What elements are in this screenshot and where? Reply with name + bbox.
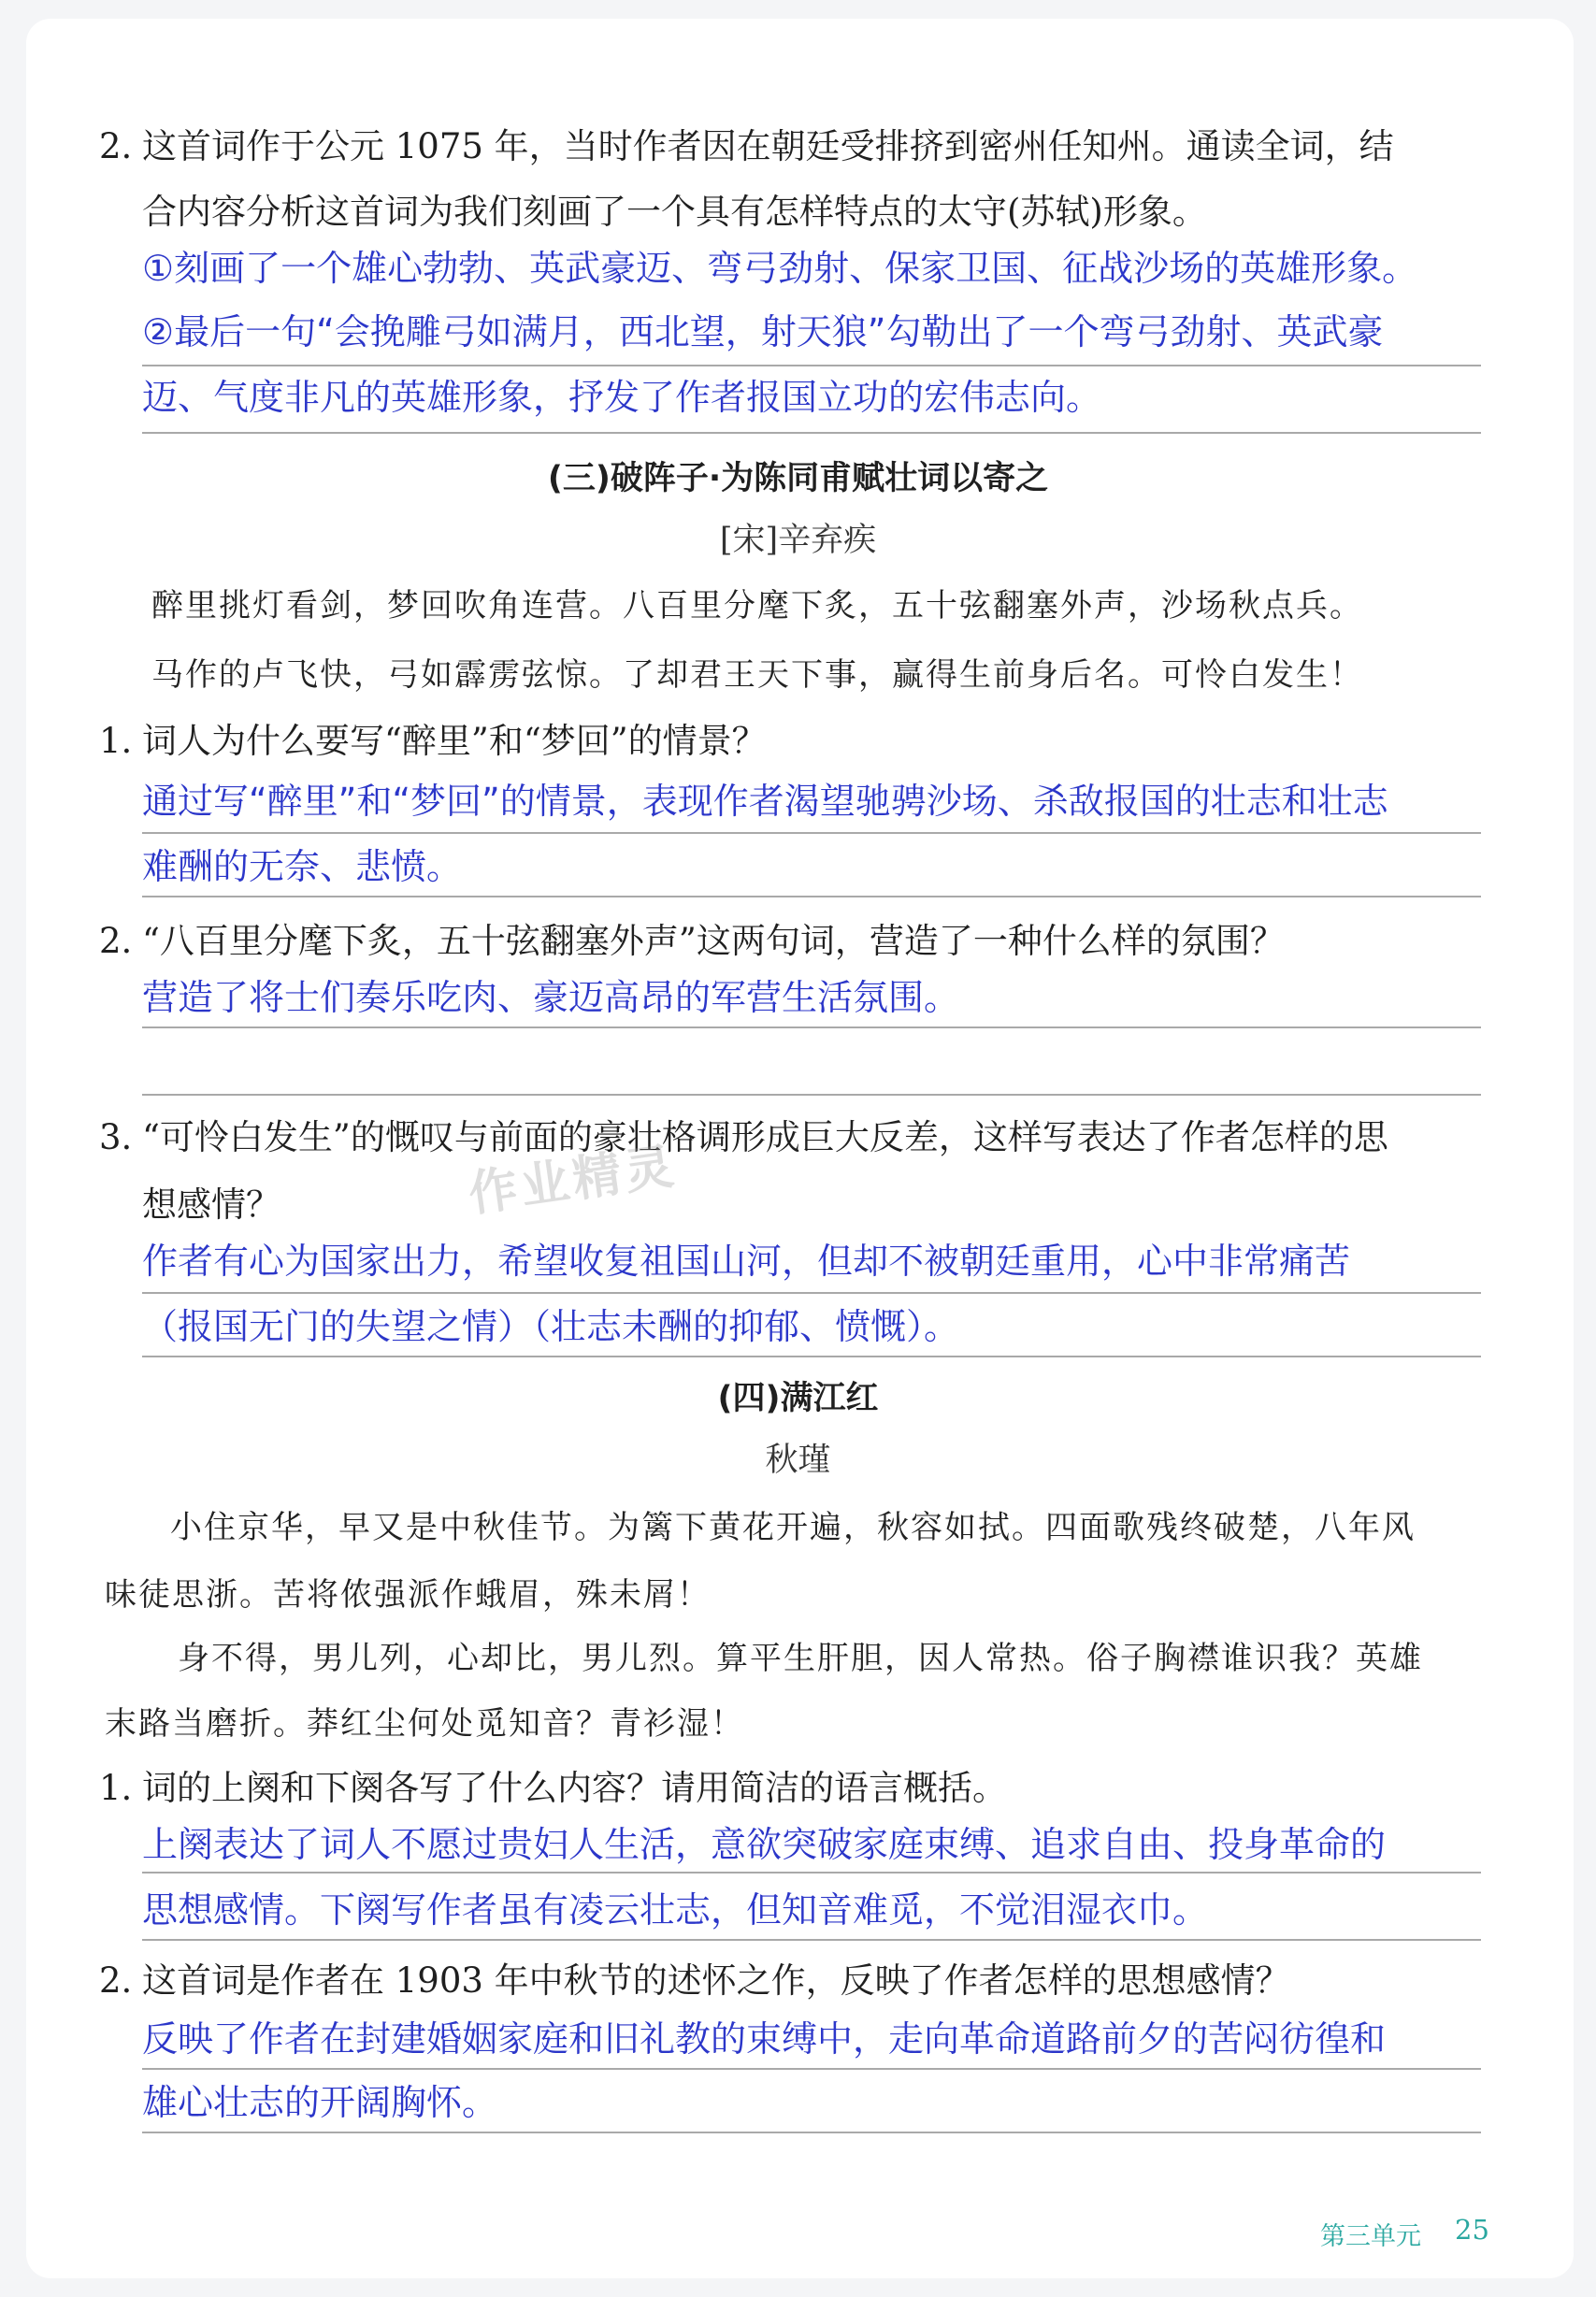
poem-line: 醉里挑灯看剑，梦回吹角连营。八百里分麾下炙，五十弦翻塞外声，沙场秋点兵。 xyxy=(151,587,1363,624)
question-number: 2. xyxy=(99,1960,133,2001)
poem-line: 末路当磨折。莽红尘何处觅知音？青衫湿！ xyxy=(105,1705,744,1743)
question-4-1 xyxy=(99,1767,1007,1810)
answer-rule xyxy=(142,1872,1481,1873)
answer-line: 营造了将士们奏乐吃肉、豪迈高昂的军营生活氛围。 xyxy=(142,977,960,1018)
poem-line: 马作的卢飞快，弓如霹雳弦惊。了却君王天下事，赢得生前身后名。可怜白发生！ xyxy=(151,656,1363,694)
answer-line: 上阕表达了词人不愿过贵妇人生活，意欲突破家庭束缚、追求自由、投身革命的 xyxy=(142,1824,1387,1865)
question-3-1 xyxy=(99,720,767,763)
poem-author: 秋瑾 xyxy=(765,1442,831,1479)
question-number: 1. xyxy=(99,721,133,761)
question-2-1-continued: 合内容分析这首词为我们刻画了一个具有怎样特点的太守(苏轼)形象。 xyxy=(142,192,1207,232)
answer-rule xyxy=(142,1939,1481,1941)
answer-rule xyxy=(142,896,1481,897)
watermark-logo: 作业精灵 xyxy=(465,1138,681,1224)
answer-line: 迈、气度非凡的英雄形象，抒发了作者报国立功的宏伟志向。 xyxy=(142,377,1102,418)
answer-rule xyxy=(142,1026,1481,1028)
poem-line: 小住京华，早又是中秋佳节。为篱下黄花开遍，秋容如拭。四面歌残终破楚，八年风 xyxy=(170,1509,1416,1546)
question-text: 这首词作于公元 1075 年，当时作者因在朝廷受排挤到密州任知州。通读全词，结 xyxy=(142,126,1394,166)
answer-rule xyxy=(142,832,1481,834)
question-text: 词人为什么要写“醉里”和“梦回”的情景？ xyxy=(142,721,767,761)
answer-line: ②最后一句“会挽雕弓如满月，西北望，射天狼”勾勒出了一个弯弓劲射、英武豪 xyxy=(142,311,1384,352)
question-3-3-continued: 想感情？ xyxy=(142,1184,280,1225)
section-title: (三)破阵子·为陈同甫赋壮词以寄之 xyxy=(547,460,1049,497)
answer-rule xyxy=(142,1292,1481,1294)
answer-rule xyxy=(142,1094,1481,1096)
poem-line: 味徒思浙。苦将侬强派作蛾眉，殊未屑！ xyxy=(105,1576,711,1614)
poem-line: 身不得，男儿列，心却比，男儿烈。算平生肝胆，因人常热。俗子胸襟谁识我？英雄 xyxy=(178,1640,1423,1677)
answer-rule xyxy=(142,1356,1481,1357)
page-number: 25 xyxy=(1455,2214,1489,2246)
question-number: 2. xyxy=(99,126,133,166)
answer-rule xyxy=(142,2132,1481,2133)
footer-unit-label: 第三单元 xyxy=(1320,2222,1421,2251)
answer-line: 通过写“醉里”和“梦回”的情景，表现作者渴望驰骋沙场、杀敌报国的壮志和壮志 xyxy=(142,781,1388,822)
question-3-3 xyxy=(99,1116,1388,1159)
answer-line: 难酬的无奈、悲愤。 xyxy=(142,846,463,887)
question-text: 词的上阕和下阕各写了什么内容？请用简洁的语言概括。 xyxy=(142,1768,1007,1808)
question-text: 这首词是作者在 1903 年中秋节的述怀之作，反映了作者怎样的思想感情？ xyxy=(142,1960,1290,2001)
question-text: “可怜白发生”的慨叹与前面的豪壮格调形成巨大反差，这样写表达了作者怎样的思 xyxy=(142,1117,1388,1157)
answer-line: 思想感情。下阕写作者虽有凌云壮志，但知音难觅，不觉泪湿衣巾。 xyxy=(142,1889,1209,1931)
answer-line: 反映了作者在封建婚姻家庭和旧礼教的束缚中，走向革命道路前夕的苦闷彷徨和 xyxy=(142,2018,1387,2060)
question-text: “八百里分麾下炙，五十弦翻塞外声”这两句词，营造了一种什么样的氛围？ xyxy=(142,921,1285,961)
question-number: 1. xyxy=(99,1768,133,1808)
answer-rule xyxy=(142,432,1481,434)
section-title: (四)满江红 xyxy=(717,1380,879,1417)
answer-line: ①刻画了一个雄心勃勃、英武豪迈、弯弓劲射、保家卫国、征战沙场的英雄形象。 xyxy=(142,248,1418,289)
answer-line: （报国无门的失望之情）（壮志未酬的抑郁、愤慨）。 xyxy=(142,1306,960,1347)
question-number: 2. xyxy=(99,921,133,961)
question-number: 3. xyxy=(99,1117,133,1157)
poem-author: [宋]辛弃疾 xyxy=(719,522,877,559)
question-3-2 xyxy=(99,920,1285,963)
answer-line: 雄心壮志的开阔胸怀。 xyxy=(142,2082,498,2123)
question-4-2 xyxy=(99,1960,1290,2003)
question-2-1 xyxy=(99,125,1394,168)
answer-line: 作者有心为国家出力，希望收复祖国山河，但却不被朝廷重用，心中非常痛苦 xyxy=(142,1241,1351,1282)
answer-rule xyxy=(142,365,1481,366)
answer-rule xyxy=(142,2068,1481,2070)
